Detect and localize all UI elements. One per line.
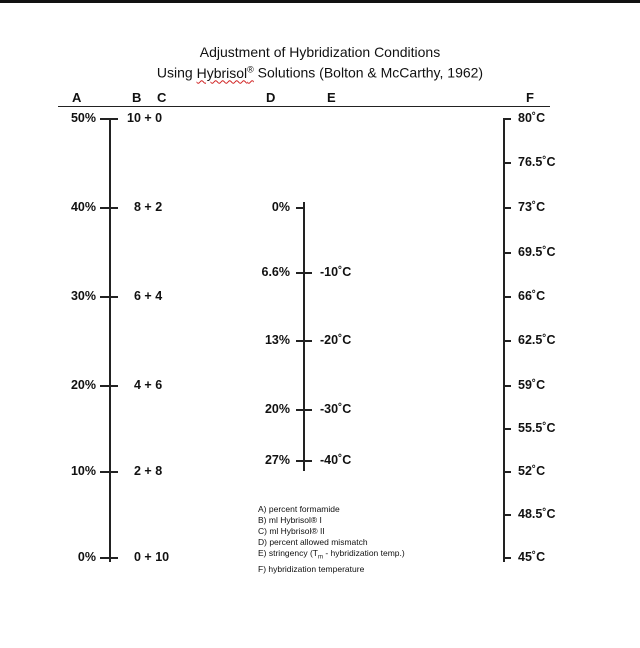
col-bc-value: 2 + 8 <box>134 464 163 478</box>
col-f-value: 52˚C <box>518 464 546 478</box>
col-f-value: 69.5˚C <box>518 245 556 259</box>
scale-d-tick <box>296 409 312 411</box>
col-e-value: -30˚C <box>320 402 352 416</box>
legend-item-f: F) hybridization temperature <box>258 563 365 574</box>
col-f-value: 66˚C <box>518 289 546 303</box>
col-f-value: 48.5˚C <box>518 507 556 521</box>
col-a-value: 40% <box>70 200 96 214</box>
col-a-value: 10% <box>70 464 96 478</box>
scale-f-tick <box>503 296 511 298</box>
col-bc-value: 10 + 0 <box>127 111 163 125</box>
col-f-value: 76.5˚C <box>518 155 556 169</box>
header-e: E <box>327 90 336 105</box>
legend-item-d: D) percent allowed mismatch <box>258 537 368 547</box>
scale-a-tick <box>100 557 118 559</box>
col-d-value: 27% <box>264 453 290 467</box>
legend <box>258 504 405 575</box>
col-f-value: 55.5˚C <box>518 421 556 435</box>
scale-a-line <box>109 118 111 562</box>
col-e-value: -40˚C <box>320 453 352 467</box>
col-f-value: 73˚C <box>518 200 546 214</box>
col-d-value: 0% <box>271 200 290 214</box>
registered-mark: ® <box>247 64 254 74</box>
col-e-value: -20˚C <box>320 333 352 347</box>
scale-f-tick <box>503 385 511 387</box>
subtitle-suffix: Solutions (Bolton & McCarthy, 1962) <box>253 64 484 81</box>
brand-name <box>197 65 254 81</box>
scale-a-tick <box>100 471 118 473</box>
col-f-value: 80˚C <box>518 111 546 125</box>
header-f: F <box>526 90 534 105</box>
scale-d-tick <box>296 272 312 274</box>
brand-text: Hybrisol <box>196 64 248 81</box>
legend-e-subscript: m <box>318 554 323 561</box>
scale-a-tick <box>100 385 118 387</box>
scale-d-tick <box>296 207 304 209</box>
scale-a-tick <box>100 118 118 120</box>
col-d-value: 20% <box>264 402 290 416</box>
legend-item-e <box>258 548 405 564</box>
col-a-value: 30% <box>70 289 96 303</box>
legend-e-prefix: E) stringency (T <box>258 548 318 558</box>
legend-item-a: A) percent formamide <box>258 504 340 514</box>
top-border <box>0 0 640 3</box>
scale-d-tick <box>296 340 312 342</box>
header-c: C <box>157 90 167 105</box>
scale-d-tick <box>296 460 312 462</box>
col-d-value: 6.6% <box>261 265 290 279</box>
scale-f-tick <box>503 471 511 473</box>
col-e-value: -10˚C <box>320 265 352 279</box>
scale-a-tick <box>100 296 118 298</box>
col-bc-value: 6 + 4 <box>134 289 163 303</box>
scale-f-tick <box>503 340 511 342</box>
col-bc-value: 8 + 2 <box>134 200 163 214</box>
col-bc-value: 0 + 10 <box>134 550 170 564</box>
col-d-value: 13% <box>264 333 290 347</box>
col-a-value: 20% <box>70 378 96 392</box>
header-a: A <box>72 90 82 105</box>
legend-item-b: B) ml Hybrisol® I <box>258 515 322 525</box>
scale-f-tick <box>503 252 511 254</box>
scale-f-tick <box>503 207 511 209</box>
subtitle-prefix: Using <box>156 64 197 81</box>
col-f-value: 45˚C <box>518 550 546 564</box>
header-d: D <box>266 90 276 105</box>
scale-f-tick <box>503 162 511 164</box>
scale-f-tick <box>503 557 511 559</box>
scale-f-tick <box>503 514 511 516</box>
legend-e-suffix: - hybridization temp.) <box>323 548 405 558</box>
scale-d-line <box>303 202 305 471</box>
col-a-value: 50% <box>70 111 96 125</box>
diagram-subtitle <box>0 64 640 81</box>
diagram-title: Adjustment of Hybridization Conditions <box>199 44 441 60</box>
col-a-value: 0% <box>77 550 96 564</box>
scale-a-tick <box>100 207 118 209</box>
col-bc-value: 4 + 6 <box>134 378 163 392</box>
col-f-value: 59˚C <box>518 378 546 392</box>
scale-f-tick <box>503 118 511 120</box>
header-b: B <box>132 90 142 105</box>
header-rule <box>58 106 550 107</box>
legend-item-c: C) ml Hybrisol® II <box>258 526 325 536</box>
col-f-value: 62.5˚C <box>518 333 556 347</box>
scale-f-tick <box>503 428 511 430</box>
